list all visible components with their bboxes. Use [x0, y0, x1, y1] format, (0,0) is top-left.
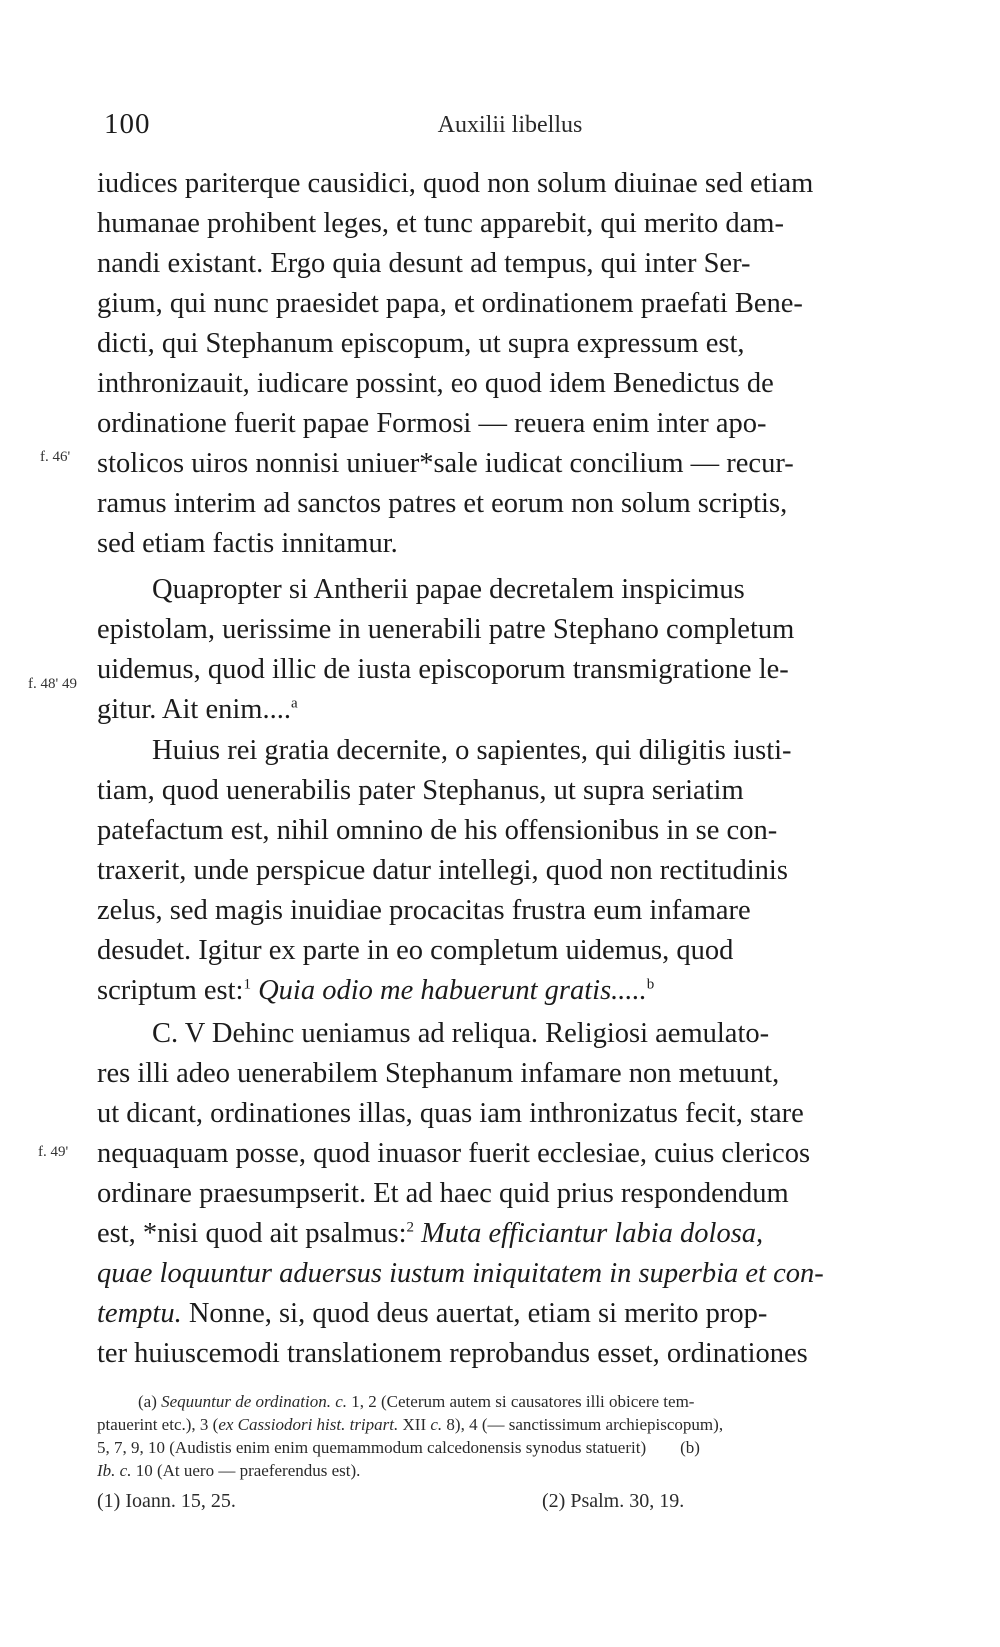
text-line	[97, 690, 298, 730]
text-line: humanae prohibent leges, et tunc apparebit, qui merito dam-	[97, 208, 784, 239]
text-line	[97, 971, 654, 1011]
text-line: res illi adeo uenerabilem Stephanum infamare non metuunt,	[97, 1058, 780, 1089]
text-run: Ib. c.	[97, 1461, 132, 1480]
text-line: zelus, sed magis inuidiae procacitas frustra eum infamare	[97, 895, 751, 926]
margin-note: f. 49'	[38, 1144, 69, 1160]
text-run: est, *nisi quod ait psalmus:	[97, 1218, 407, 1249]
footnote-line	[97, 1460, 915, 1482]
text-run: ex Cassiodori hist. tripart.	[218, 1415, 399, 1434]
text-line: Quapropter si Antherii papae decretalem inspicimus	[152, 574, 745, 605]
text-line: ramus interim ad sanctos patres et eorum non solum scriptis,	[97, 488, 788, 519]
text-line: iudices pariterque causidici, quod non solum diuinae sed etiam	[97, 168, 814, 199]
text-run: Sequuntur de ordination. c.	[161, 1392, 348, 1411]
text-run: 1, 2 (Ceterum autem si causatores illi obicere tem-	[347, 1392, 695, 1411]
text-line: ordinatione fuerit papae Formosi — reuera enim inter apo-	[97, 408, 767, 439]
page-number: 100	[104, 108, 151, 140]
footnote-ref: 2	[406, 1219, 415, 1236]
text-line: patefactum est, nihil omnino de his offensionibus in se con-	[97, 815, 778, 846]
text-run: 10 (At uero — praeferendus est).	[131, 1461, 361, 1480]
margin-note: f. 46'	[40, 449, 71, 465]
margin-note: f. 48' 49	[28, 676, 77, 692]
footnote-line	[97, 1414, 915, 1436]
footnote-line: 5, 7, 9, 10 (Audistis enim enim quemammodum calcedonensis synodus statuerit) (b)	[97, 1438, 700, 1457]
text-line: dicti, qui Stephanum episcopum, ut supra expressum est,	[97, 328, 745, 359]
footnote-citation: (2) Psalm. 30, 19.	[542, 1490, 685, 1512]
text-line: stolicos uiros nonnisi uniuer*sale iudicat concilium — recur-	[97, 448, 794, 479]
text-line: tiam, quod uenerabilis pater Stephanus, ut supra seriatim	[97, 775, 744, 806]
text-line: sed etiam factis innitamur.	[97, 528, 398, 559]
text-line: desudet. Igitur ex parte in eo completum uidemus, quod	[97, 935, 734, 966]
text-run: gitur. Ait enim....	[97, 694, 291, 725]
text-line: ut dicant, ordinationes illas, quas iam inthronizatus fecit, stare	[97, 1098, 804, 1129]
text-run: c.	[430, 1415, 443, 1434]
footnote-line	[138, 1391, 914, 1413]
quotation: temptu.	[97, 1298, 182, 1329]
text-run: Nonne, si, quod deus auertat, etiam si merito prop-	[188, 1298, 768, 1329]
footnote-ref: a	[290, 695, 298, 712]
text-line: uidemus, quod illic de iusta episcoporum transmigratione le-	[97, 654, 789, 685]
text-run: (a)	[138, 1392, 162, 1411]
footnote-ref: b	[646, 976, 655, 993]
text-line: nequaquam posse, quod inuasor fuerit ecclesiae, cuius clericos	[97, 1138, 811, 1169]
quotation: Muta efficiantur labia dolosa,	[421, 1218, 764, 1249]
text-line: nandi existant. Ergo quia desunt ad tempus, qui inter Ser-	[97, 248, 751, 279]
text-line	[97, 1214, 915, 1254]
text-line: epistolam, uerissime in uenerabili patre Stephano completum	[97, 614, 795, 645]
footnote-citation: (1) Ioann. 15, 25.	[97, 1490, 236, 1512]
text-line: gium, qui nunc praesidet papa, et ordinationem praefati Bene-	[97, 288, 803, 319]
text-run: scriptum est:	[97, 975, 244, 1006]
text-run: ptauerint etc.), 3 (	[97, 1415, 219, 1434]
text-line	[97, 1294, 915, 1334]
text-line: ter huiuscemodi translationem reprobandus esset, ordinationes	[97, 1338, 808, 1369]
text-line: C. V Dehinc ueniamus ad reliqua. Religiosi aemulato-	[152, 1018, 770, 1049]
text-line: ordinare praesumpserit. Et ad haec quid prius respondendum	[97, 1178, 789, 1209]
running-title: Auxilii libellus	[437, 112, 583, 138]
text-line: Huius rei gratia decernite, o sapientes, qui diligitis iusti-	[152, 735, 792, 766]
text-line: quae loquuntur aduersus iustum iniquitatem in superbia et con-	[97, 1258, 824, 1289]
quotation: Quia odio me habuerunt gratis.....	[258, 975, 647, 1006]
text-line: traxerit, unde perspicue datur intellegi, quod non rectitudinis	[97, 855, 788, 886]
text-line: inthronizauit, iudicare possint, eo quod idem Benedictus de	[97, 368, 774, 399]
text-run: 8), 4 (— sanctissimum archiepiscopum),	[442, 1415, 724, 1434]
text-run: XII	[398, 1415, 431, 1434]
footnote-ref: 1	[243, 976, 251, 993]
